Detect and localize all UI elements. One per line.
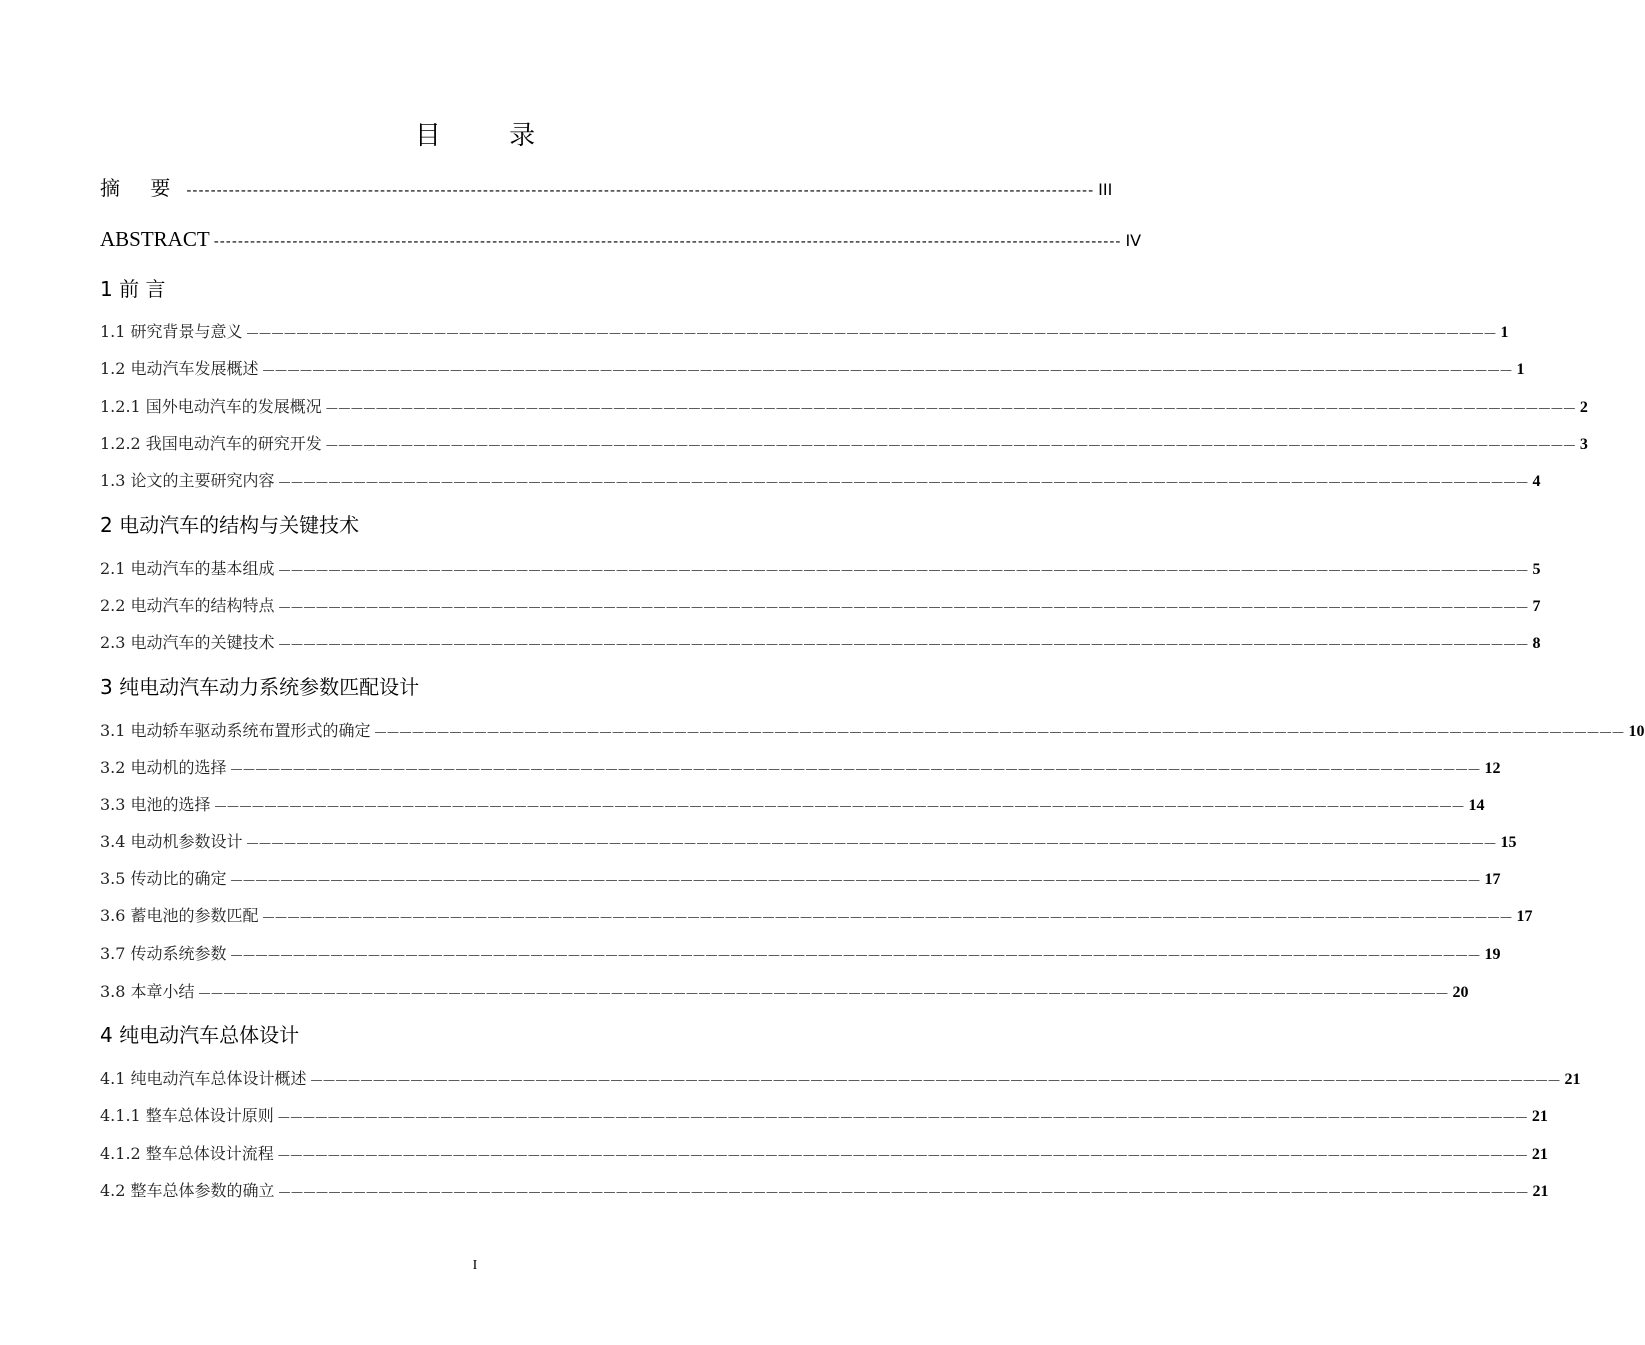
toc-entry-label: 1.3 论文的主要研究内容 <box>100 471 275 490</box>
toc-entry-abstract-cn[interactable] <box>100 174 1113 205</box>
toc-entry-label: 4.1.1 整车总体设计原则 <box>100 1106 274 1125</box>
toc-entry-page: 3 <box>1579 436 1588 453</box>
toc-entry-label: 3.8 本章小结 <box>100 982 195 1001</box>
toc-entry-page: 20 <box>1452 984 1469 1001</box>
toc-entry-label: 4.1 纯电动汽车总体设计概述 <box>100 1069 307 1088</box>
toc-entry[interactable] <box>100 357 1525 382</box>
toc-entry-page: 21 <box>1531 1146 1548 1163</box>
toc-entry[interactable] <box>100 1104 1548 1129</box>
toc-entry-label: 3.1 电动轿车驱动系统布置形式的确定 <box>100 721 371 740</box>
toc-entry[interactable] <box>100 1179 1549 1204</box>
toc-entry-page: 7 <box>1532 598 1541 615</box>
toc-leader: ———————————————————————————————————————————————————————————————————————————————————————————————————— <box>230 948 1481 962</box>
toc-entry-label: 摘 要 <box>100 176 183 200</box>
toc-entry-page: III <box>1098 180 1113 199</box>
toc-entry-label: 1.2.1 国外电动汽车的发展概况 <box>100 397 322 416</box>
page-title: 目 录 <box>414 121 566 151</box>
toc-leader: ———————————————————————————————————————————————————————————————————————————————————————————————————— <box>278 600 1529 614</box>
toc-entry[interactable] <box>100 557 1541 582</box>
toc-leader: ———————————————————————————————————————————————————————————————————————————————————————————————————— <box>278 637 1529 651</box>
footer-page-number: I <box>472 1258 478 1273</box>
toc-leader: ———————————————————————————————————————————————————————————————————————————————————————————————————— <box>325 438 1576 452</box>
toc-leader: ———————————————————————————————————————————————————————————————————————————————————————————————————— <box>230 762 1481 776</box>
chapter-heading-4[interactable]: 4 纯电动汽车总体设计 <box>100 1023 300 1047</box>
toc-leader: ———————————————————————————————————————————————————————————————————————————————————————————————————— <box>198 986 1449 1000</box>
toc-entry-page: 5 <box>1532 561 1541 578</box>
toc-leader: ———————————————————————————————————————————————————————————————————————————————————————————————————— <box>278 475 1529 489</box>
toc-entry-page: 21 <box>1564 1071 1581 1088</box>
toc-entry-page: 1 <box>1500 324 1509 341</box>
toc-entry[interactable] <box>100 395 1588 420</box>
toc-entry-label: 2.3 电动汽车的关键技术 <box>100 633 275 652</box>
toc-entry-label: 4.2 整车总体参数的确立 <box>100 1181 275 1200</box>
toc-leader: ———————————————————————————————————————————————————————————————————————————————————————————————————— <box>277 1148 1528 1162</box>
toc-entry[interactable] <box>100 980 1469 1005</box>
toc-entry[interactable] <box>100 756 1501 781</box>
toc-entry-label: 2.2 电动汽车的结构特点 <box>100 596 275 615</box>
toc-entry-abstract-en[interactable] <box>100 225 1142 256</box>
toc-leader: ———————————————————————————————————————————————————————————————————————————————————————————————————— <box>246 836 1497 850</box>
toc-entry[interactable] <box>100 904 1533 929</box>
toc-entry-label: ABSTRACT <box>100 227 210 251</box>
toc-leader: ———————————————————————————————————————————————————————————————————————————————————————————————————— <box>246 326 1497 340</box>
toc-leader: ———————————————————————————————————————————————————————————————————————————————————————————————————— <box>278 563 1529 577</box>
toc-leader: ———————————————————————————————————————————————————————————————————————————————————————————————————— <box>310 1073 1561 1087</box>
chapter-heading-2[interactable]: 2 电动汽车的结构与关键技术 <box>100 513 360 537</box>
toc-entry-label: 1.1 研究背景与意义 <box>100 322 243 341</box>
toc-leader: ———————————————————————————————————————————————————————————————————————————————————————————————————— <box>230 873 1481 887</box>
toc-entry-page: 17 <box>1484 871 1501 888</box>
toc-entry-page: 4 <box>1532 473 1541 490</box>
toc-leader: ———————————————————————————————————————————————————————————————————————————————————————————————————— <box>277 1110 1528 1124</box>
toc-entry-page: 8 <box>1532 635 1541 652</box>
toc-leader: ———————————————————————————————————————————————————————————————————————————————————————————————————— <box>214 799 1465 813</box>
toc-leader: ———————————————————————————————————————————————————————————————————————————————————————————————————— <box>374 725 1625 739</box>
toc-entry-label: 3.6 蓄电池的参数匹配 <box>100 906 259 925</box>
toc-entry-label: 1.2 电动汽车发展概述 <box>100 359 259 378</box>
toc-entry[interactable] <box>100 432 1588 457</box>
toc-leader: ———————————————————————————————————————————————————————————————————————————————————————————————————— <box>262 910 1513 924</box>
toc-leader: ------------------------------------------------------------------------------------------------------------------------------------------------------ <box>186 183 1095 199</box>
toc-leader: ———————————————————————————————————————————————————————————————————————————————————————————————————— <box>262 363 1513 377</box>
toc-entry-page: 12 <box>1484 760 1501 777</box>
toc-entry-page: 10 <box>1628 723 1645 740</box>
toc-leader: ———————————————————————————————————————————————————————————————————————————————————————————————————— <box>278 1185 1529 1199</box>
toc-entry-page: 19 <box>1484 946 1501 963</box>
toc-entry[interactable] <box>100 1067 1581 1092</box>
toc-entry-label: 1.2.2 我国电动汽车的研究开发 <box>100 434 322 453</box>
toc-entry-page: 14 <box>1468 797 1485 814</box>
toc-entry[interactable] <box>100 867 1501 892</box>
toc-entry-label: 3.3 电池的选择 <box>100 795 211 814</box>
toc-entry-label: 4.1.2 整车总体设计流程 <box>100 1144 274 1163</box>
toc-entry-label: 3.5 传动比的确定 <box>100 869 227 888</box>
toc-entry[interactable] <box>100 1142 1548 1167</box>
toc-entry[interactable] <box>100 320 1509 345</box>
toc-entry[interactable] <box>100 942 1501 967</box>
toc-entry[interactable] <box>100 793 1485 818</box>
toc-leader: ———————————————————————————————————————————————————————————————————————————————————————————————————— <box>325 401 1576 415</box>
toc-entry-page: 15 <box>1500 834 1517 851</box>
toc-leader: ------------------------------------------------------------------------------------------------------------------------------------------------------ <box>213 234 1122 250</box>
toc-entry-page: 17 <box>1516 908 1533 925</box>
toc-entry-label: 3.7 传动系统参数 <box>100 944 227 963</box>
toc-entry-label: 2.1 电动汽车的基本组成 <box>100 559 275 578</box>
toc-entry-page: 21 <box>1531 1108 1548 1125</box>
toc-entry-page: 1 <box>1516 361 1525 378</box>
toc-entry-label: 3.4 电动机参数设计 <box>100 832 243 851</box>
toc-entry[interactable] <box>100 469 1541 494</box>
chapter-heading-1[interactable]: 1 前 言 <box>100 277 166 301</box>
toc-entry-page: IV <box>1125 231 1142 250</box>
chapter-heading-3[interactable]: 3 纯电动汽车动力系统参数匹配设计 <box>100 675 420 699</box>
toc-entry[interactable] <box>100 594 1541 619</box>
toc-entry[interactable] <box>100 830 1517 855</box>
toc-entry[interactable] <box>100 631 1541 656</box>
toc-entry[interactable] <box>100 719 1645 744</box>
toc-entry-label: 3.2 电动机的选择 <box>100 758 227 777</box>
toc-entry-page: 21 <box>1532 1183 1549 1200</box>
toc-entry-page: 2 <box>1579 399 1588 416</box>
